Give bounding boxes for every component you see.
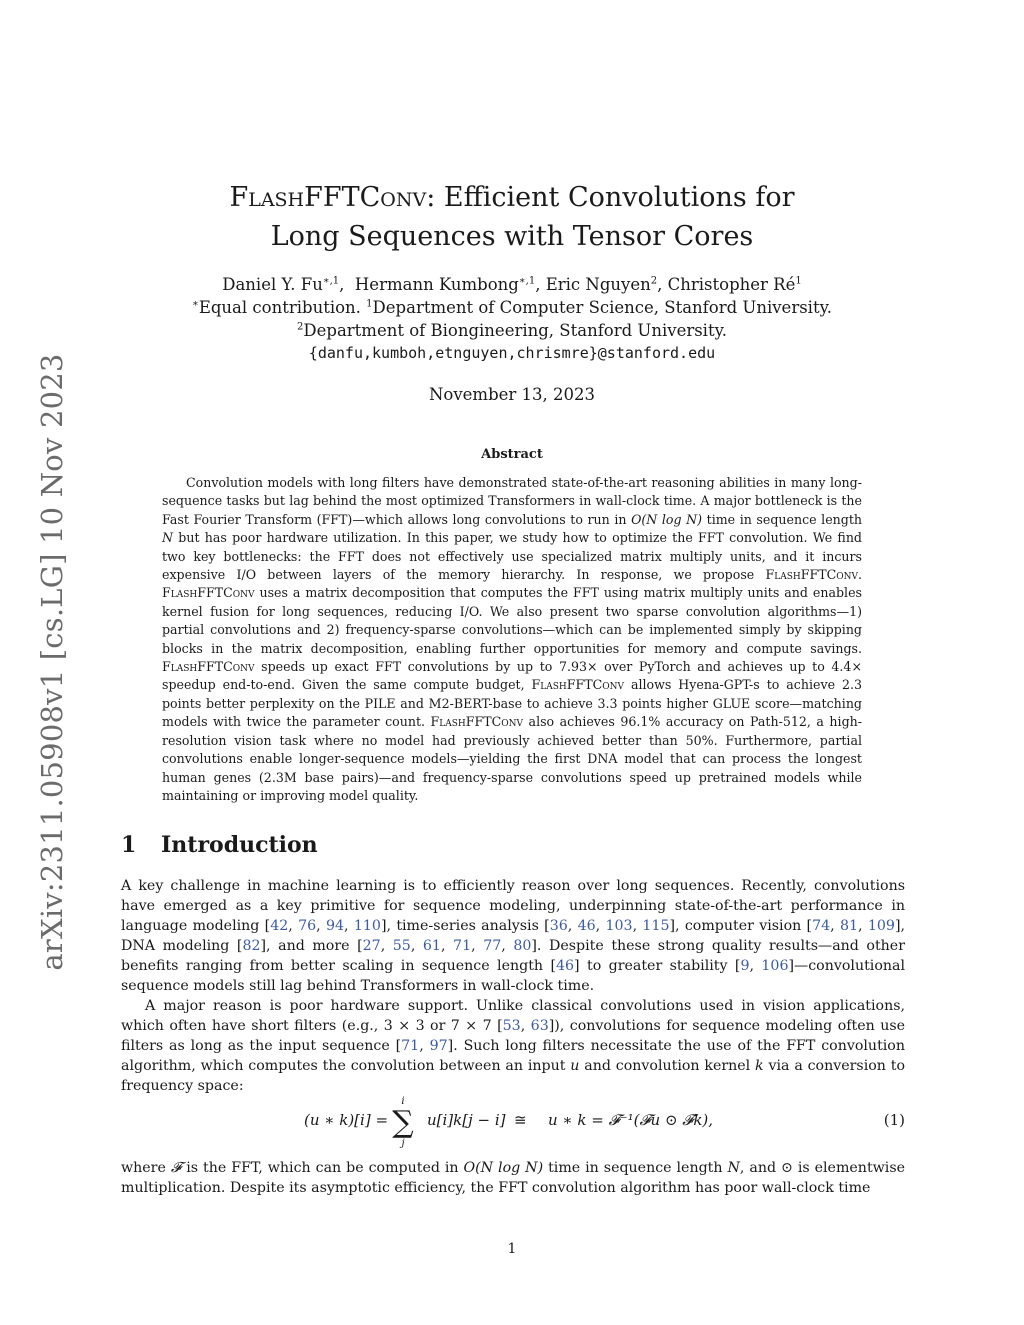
page-number: 1	[507, 1241, 517, 1257]
author-1-affiliation: ∗,1	[322, 275, 340, 287]
citation-link[interactable]: 81	[839, 918, 859, 934]
author-3: Eric Nguyen	[545, 275, 651, 294]
affiliation-1-marker: 1	[366, 298, 373, 310]
abstract-sentence: time in sequence length	[702, 511, 862, 527]
method-name: FlashFFTConv	[162, 659, 255, 675]
intro-paragraph-2	[121, 996, 905, 1096]
citation-link[interactable]: 97	[429, 1038, 448, 1054]
author-names: Daniel Y. $Fu^{∗,1}$, Hermann Kumbong$^{∗,1}$, Eric Nguyen$^2$, Christopher $Ré^1$	[222, 275, 802, 294]
math-inline: O(N log N)	[631, 511, 703, 527]
equation-1	[121, 1096, 905, 1154]
paragraph-text: A key challenge in machine learning is to efficiently reason over long sequences. Recently, convolutions have emerged as a key primitive for sequence modeling, underpinning state-of-the-art performance in language modeling [	[121, 878, 905, 934]
section-heading-introduction	[121, 832, 318, 858]
citation-group: 71, 97	[401, 1038, 448, 1054]
citation-link[interactable]: 27	[362, 938, 381, 954]
paragraph-text: ], DNA modeling [	[121, 918, 906, 954]
summation-lower-limit: j	[401, 1138, 405, 1149]
citation-link[interactable]: 80	[513, 938, 532, 954]
citation-link[interactable]: 71	[453, 938, 472, 954]
citation-link[interactable]: 109	[867, 918, 895, 934]
arxiv-identifier-stamp: arXiv:2311.05908v1 [cs.LG] 10 Nov 2023	[35, 353, 69, 971]
paragraph-text: is the FFT, which can be computed in	[181, 1160, 464, 1176]
summation	[388, 1096, 418, 1150]
summation-symbol: ∑	[392, 1105, 414, 1140]
abstract-sentence: .	[857, 567, 862, 583]
citation-link[interactable]: 55	[392, 938, 411, 954]
citation-link[interactable]: 82	[242, 938, 261, 954]
paragraph-text: ], computer vision [	[669, 918, 813, 934]
title-line-2: Long Sequences with Tensor Cores	[270, 221, 754, 252]
method-name: FlashFFTConv	[531, 677, 625, 693]
title-line-1	[0, 178, 1024, 217]
paragraph-text: ], and more [	[260, 938, 363, 954]
citation-link[interactable]: 63	[530, 1018, 549, 1034]
math-inline: N	[727, 1160, 740, 1176]
citation-link[interactable]: 74	[812, 918, 831, 934]
author-4: Christopher Ré	[667, 275, 796, 294]
author-2-affiliation: ∗,1	[518, 275, 536, 287]
citation-link[interactable]: 115	[642, 918, 670, 934]
affiliation-1: Department of Computer Science, Stanford University.	[372, 298, 832, 317]
abstract-heading: Abstract	[481, 447, 543, 462]
paragraph-text: ] to greater stability [	[574, 958, 741, 974]
abstract-sentence: uses a matrix decomposition that computes the FFT using matrix multiply units and enables kernel fusion for long sequences, reducing I/O. We also present two sparse convolution algorithms—1) partial convolutions and 2) frequency-sparse convolutions—which can be implemented simply by skipping blocks in the matrix decomposition, enabling further opportunities for memory and compute savings.	[162, 585, 862, 656]
equal-contribution-note: Equal contribution.	[198, 298, 361, 317]
abstract-sentence: Convolution models with long filters have demonstrated state-of-the-art reasoning abilities in many long-sequence tasks but lag behind the most optimized Transformers in wall-clock time. A major bottleneck is the Fast Fourier Transform (FFT)—which allows long convolutions to run in	[162, 475, 862, 527]
method-name: FlashFFTConv	[765, 567, 858, 583]
citation-group: 53, 63	[502, 1018, 549, 1034]
abstract-text	[162, 474, 862, 805]
citation-link[interactable]: 106	[761, 958, 789, 974]
citation-link[interactable]: 103	[605, 918, 633, 934]
paragraph-text: ]. Despite these strong quality results—and other benefits ranging from better scaling in sequence length [	[121, 938, 905, 974]
affiliation-line-1	[0, 296, 1024, 319]
citation-link[interactable]: 110	[353, 918, 381, 934]
citation-link[interactable]: 42	[270, 918, 289, 934]
paragraph-text: , and ⊙ is elementwise multiplication. Despite its asymptotic efficiency, the FFT convolution algorithm has poor wall-clock time	[121, 1160, 906, 1196]
citation-link[interactable]: 61	[422, 938, 441, 954]
paragraph-text: time in sequence length	[543, 1160, 728, 1176]
paper-date: November 13, 2023	[428, 385, 596, 404]
section-number: 1	[121, 832, 137, 858]
equation-summand: u[i]k[j − i]	[427, 1111, 506, 1129]
summation-upper-limit: i	[401, 1096, 405, 1107]
citation-link[interactable]: 53	[502, 1018, 521, 1034]
intro-paragraph-3	[121, 1158, 905, 1198]
paragraph-text: ]—convolutional sequence models still lag behind Transformers in wall-clock time.	[121, 958, 905, 994]
citation-group: 74, 81, 109	[812, 918, 895, 934]
paragraph-text: ]), convolutions for sequence modeling often use filters as long as the input sequence [	[121, 1018, 906, 1054]
equation-number: (1)	[883, 1111, 905, 1129]
title-line-1-rest: : Efficient Convolutions for	[426, 182, 795, 213]
equal-contribution-marker: ∗	[192, 298, 199, 310]
congruence-symbol: ≅	[514, 1111, 527, 1129]
citation-link[interactable]: 46	[555, 958, 575, 974]
method-name: FlashFFTConv	[162, 585, 255, 601]
math-inline: u	[570, 1058, 580, 1074]
citation-link[interactable]: 76	[298, 918, 317, 934]
citation-group: 36, 46, 103, 115	[549, 918, 670, 934]
paper-title	[0, 178, 1024, 256]
author-2: Hermann Kumbong	[354, 275, 519, 294]
paragraph-text: via a conversion to frequency space:	[121, 1058, 906, 1094]
citation-group	[556, 958, 574, 974]
paragraph-text: where	[121, 1160, 171, 1176]
section-title: Introduction	[161, 832, 318, 858]
author-block	[0, 273, 1024, 365]
math-inline: O(N log N)	[463, 1160, 544, 1176]
author-1: Daniel Y. Fu	[222, 275, 323, 294]
math-inline: k	[755, 1058, 764, 1074]
citation-group: 42, 76, 94, 110	[270, 918, 381, 934]
equation-lhs: (u ∗ k)[i] =	[304, 1111, 389, 1129]
paragraph-text: and convolution kernel	[579, 1058, 756, 1074]
affiliation-2: Department of Biongineering, Stanford University.	[303, 321, 727, 340]
affiliation-line-2	[0, 319, 1024, 342]
affiliation-2-marker: 2	[297, 321, 304, 333]
abstract-sentence: allows Hyena-GPT-s to achieve 2.3 points better perplexity on the PILE and M2-BERT-base to achieve 3.3 points higher GLUE score—matching models with twice the parameter count.	[162, 677, 862, 730]
title-method-name: FlashFFTConv	[229, 182, 427, 213]
citation-link[interactable]: 77	[483, 938, 502, 954]
equation-fft-form: u ∗ k = 𝓕⁻¹(𝓕u ⊙ 𝓕k),	[548, 1111, 714, 1129]
intro-paragraph-1	[121, 876, 905, 996]
citation-link[interactable]: 9	[740, 958, 750, 974]
author-emails: {danfu,kumboh,etnguyen,chrismre}@stanford.edu	[308, 344, 716, 362]
citation-group: 27, 55, 61, 71, 77, 80	[362, 938, 532, 954]
paragraph-text: ]. Such long filters necessitate the use of the FFT convolution algorithm, which computes the convolution between an input	[121, 1038, 905, 1074]
author-4-affiliation: 1	[795, 275, 802, 287]
citation-group: 9, 106	[740, 958, 789, 974]
citation-link[interactable]: 71	[401, 1038, 420, 1054]
citation-group	[242, 938, 260, 954]
abstract-sentence: speeds up exact FFT convolutions by up to 7.93× over PyTorch and achieves up to 4.4× speedup end-to-end. Given the same compute budget,	[162, 659, 862, 693]
abstract-sentence: also achieves 96.1% accuracy on Path-512, a high-resolution vision task where no model had previously achieved better than 50%. Furthermore, partial convolutions enable longer-sequence models—yielding the first DNA model that can process the longest human genes (2.3M base pairs)—and frequency-sparse convolutions speed up pretrained models while maintaining or improving model quality.	[162, 714, 862, 803]
abstract-sentence: but has poor hardware utilization. In this paper, we study how to optimize the FFT convolution. We find two key bottlenecks: the FFT does not effectively use specialized matrix multiply units, and it incurs expensive I/O between layers of the memory hierarchy. In response, we propose	[162, 530, 862, 583]
citation-link[interactable]: 46	[577, 918, 596, 934]
citation-link[interactable]: 36	[549, 918, 568, 934]
math-inline: N	[162, 530, 174, 546]
paragraph-text: ], time-series analysis [	[380, 918, 550, 934]
method-name: FlashFFTConv	[430, 714, 524, 730]
paragraph-text: A major reason is poor hardware support. Unlike classical convolutions used in vision applications, which often have short filters (e.g., 3 × 3 or 7 × 7 [	[121, 998, 905, 1034]
math-inline: 𝓕	[170, 1160, 182, 1176]
citation-link[interactable]: 94	[325, 918, 345, 934]
author-3-affiliation: 2	[650, 275, 658, 287]
